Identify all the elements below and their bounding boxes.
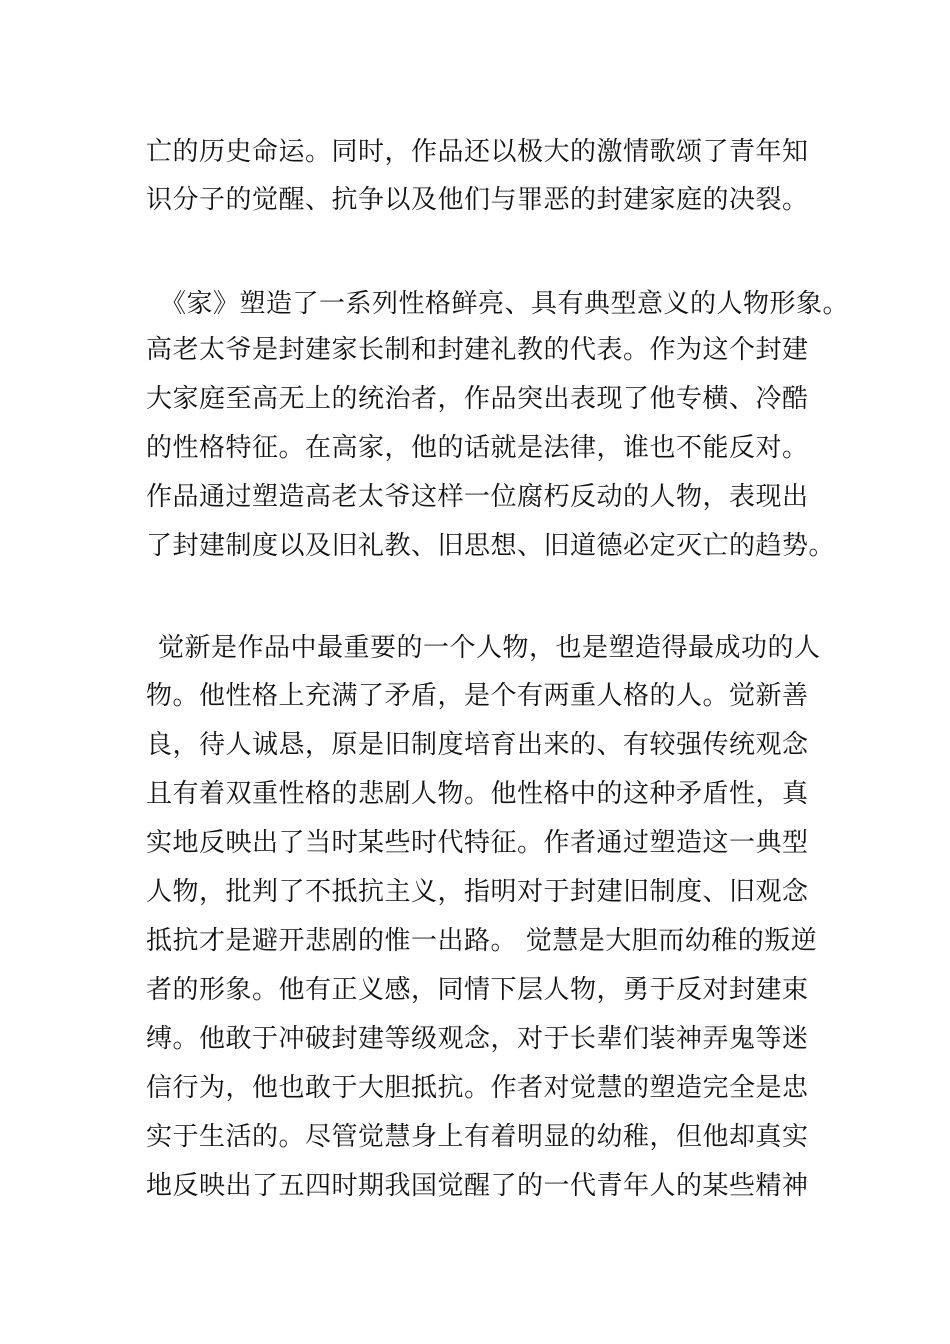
paragraph-2-line-4: 的性格特征。在高家，他的话就是法律，谁也不能反对。 [146,433,809,463]
paragraph-2-line-6: 了封建制度以及旧礼教、旧思想、旧道德必定灭亡的趋势。 [146,531,836,561]
paragraph-3-line-8: 者的形象。他有正义感，同情下层人物，勇于反对封建束 [146,975,809,1005]
paragraph-1-line-1: 亡的历史命运。同时，作品还以极大的激情歌颂了青年知 [146,137,809,167]
paragraph-1-line-2: 识分子的觉醒、抗争以及他们与罪恶的封建家庭的决裂。 [146,185,809,215]
paragraph-3-line-3: 良，待人诚恳，原是旧制度培育出来的、有较强传统观念 [146,730,809,760]
paragraph-2-line-5: 作品通过塑造高老太爷这样一位腐朽反动的人物，表现出 [146,482,809,512]
paragraph-3-line-5: 实地反映出了当时某些时代特征。作者通过塑造这一典型 [146,828,809,858]
paragraph-2-line-1: 《家》塑造了一系列性格鲜亮、具有典型意义的人物形象。 [160,289,850,319]
paragraph-3-line-6: 人物，批判了不抵抗主义，指明对于封建旧制度、旧观念 [146,877,809,907]
paragraph-3-line-11: 实于生活的。尽管觉慧身上有着明显的幼稚，但他却真实 [146,1122,809,1152]
paragraph-3-line-1: 觉新是作品中最重要的一个人物，也是塑造得最成功的人 [158,633,821,663]
paragraph-3-line-12: 地反映出了五四时期我国觉醒了的一代青年人的某些精神 [146,1171,809,1201]
paragraph-3-line-2: 物。他性格上充满了矛盾，是个有两重人格的人。觉新善 [146,681,809,711]
paragraph-2-line-2: 高老太爷是封建家长制和封建礼教的代表。作为这个封建 [146,335,809,365]
paragraph-2-line-3: 大家庭至高无上的统治者，作品突出表现了他专横、冷酷 [146,384,809,414]
paragraph-3-line-7: 抵抗才是避开悲剧的惟一出路。 觉慧是大胆而幼稚的叛逆 [146,926,818,956]
paragraph-3-line-4: 且有着双重性格的悲剧人物。他性格中的这种矛盾性，真 [146,779,809,809]
paragraph-3-line-9: 缚。他敢于冲破封建等级观念，对于长辈们装神弄鬼等迷 [146,1024,809,1054]
paragraph-3-line-10: 信行为，他也敢于大胆抵抗。作者对觉慧的塑造完全是忠 [146,1073,809,1103]
